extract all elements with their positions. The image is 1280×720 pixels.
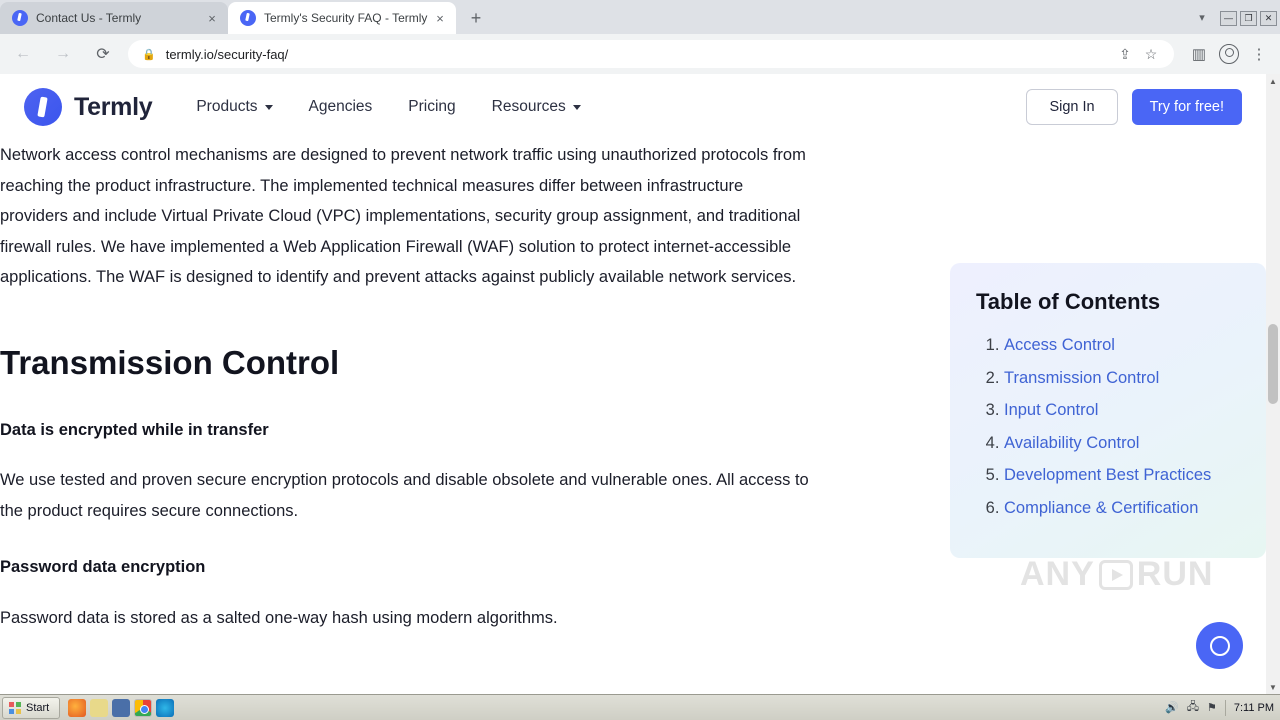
site-logo[interactable] — [24, 88, 152, 126]
forward-icon[interactable]: → — [55, 45, 71, 62]
nav-label: Agencies — [308, 98, 373, 115]
page-content — [0, 140, 1266, 694]
quick-launch-bar — [68, 699, 174, 717]
close-icon[interactable]: × — [208, 10, 216, 26]
share-icon[interactable]: ⇪ — [1119, 45, 1131, 62]
browser-toolbar — [0, 34, 1280, 74]
header-actions — [1026, 89, 1242, 125]
bookmark-star-icon[interactable]: ☆ — [1144, 45, 1158, 62]
watermark-right-text: RUN — [1136, 555, 1214, 593]
site-header — [0, 74, 1266, 140]
list-item[interactable] — [1004, 492, 1240, 525]
network-icon[interactable]: 🖧 — [1186, 701, 1199, 713]
volume-icon[interactable]: 🔊 — [1165, 702, 1179, 714]
window-controls — [1220, 9, 1280, 26]
termly-favicon-icon — [12, 10, 28, 26]
termly-favicon-icon — [240, 10, 256, 26]
page-scrollbar[interactable] — [1266, 74, 1280, 694]
omnibox-actions — [1112, 46, 1164, 63]
new-tab-button[interactable]: + — [470, 7, 482, 28]
taskbar-clock[interactable]: 7:11 PM — [1233, 701, 1274, 714]
windows-flag-icon — [9, 702, 21, 714]
tab-title: Termly's Security FAQ - Termly — [264, 11, 428, 25]
nav-label: Pricing — [408, 98, 456, 115]
media-player-icon[interactable] — [112, 699, 130, 717]
start-button[interactable] — [2, 697, 60, 719]
watermark-left-text: ANY — [1020, 555, 1095, 593]
chrome-icon[interactable] — [134, 699, 152, 717]
folder-icon[interactable] — [90, 699, 108, 717]
tab-title: Contact Us - Termly — [36, 11, 142, 25]
tray-divider — [1225, 700, 1226, 716]
minimize-button[interactable]: — — [1220, 11, 1237, 26]
anyrun-watermark — [1020, 555, 1213, 594]
close-icon[interactable]: × — [436, 10, 444, 26]
toolbar-right — [1184, 39, 1280, 69]
lock-icon: 🔒 — [142, 48, 156, 61]
browser-tab-1[interactable] — [0, 2, 228, 34]
start-label: Start — [26, 701, 50, 714]
nav-label: Products — [196, 98, 258, 115]
toc-link-transmission-control[interactable]: Transmission Control — [1004, 368, 1160, 387]
system-tray — [1165, 698, 1280, 717]
toc-list — [976, 329, 1240, 524]
chevron-down-icon — [265, 105, 273, 110]
firefox-icon[interactable] — [68, 699, 86, 717]
chat-widget-button[interactable] — [1196, 622, 1243, 669]
url-text: termly.io/security-faq/ — [165, 46, 289, 62]
paragraph-encryption-transfer: We use tested and proven secure encryption protocols and disable obsolete and vulnerable ones. All access to the product requires secure connections. — [0, 471, 809, 520]
list-item[interactable] — [1004, 459, 1240, 492]
scrollbar-thumb[interactable] — [1268, 324, 1278, 404]
flag-icon[interactable]: ⚑ — [1206, 702, 1217, 714]
toc-link-availability-control[interactable]: Availability Control — [1004, 433, 1140, 452]
nav-item-agencies[interactable] — [309, 98, 373, 116]
nav-item-products[interactable] — [196, 98, 272, 116]
logo-text: Termly — [74, 92, 153, 121]
chevron-down-icon — [573, 105, 581, 110]
restore-button[interactable]: ❐ — [1240, 11, 1257, 26]
list-item[interactable] — [1004, 362, 1240, 395]
scroll-down-icon[interactable]: ▼ — [1269, 682, 1277, 692]
browser-tabstrip — [0, 0, 1280, 34]
scroll-up-icon[interactable]: ▲ — [1269, 76, 1277, 86]
close-window-button[interactable]: ✕ — [1260, 11, 1277, 26]
list-item[interactable] — [1004, 329, 1240, 362]
table-of-contents — [950, 263, 1266, 558]
os-taskbar — [0, 694, 1280, 720]
list-item[interactable] — [1004, 427, 1240, 460]
try-for-free-button[interactable]: Try for free! — [1132, 89, 1242, 125]
toc-title: Table of Contents — [976, 289, 1161, 314]
address-bar[interactable] — [128, 40, 1174, 68]
nav-item-pricing[interactable] — [408, 98, 455, 116]
toc-link-input-control[interactable]: Input Control — [1004, 401, 1099, 419]
list-item[interactable] — [1004, 394, 1240, 427]
back-icon[interactable]: ← — [15, 45, 31, 62]
nav-item-resources[interactable] — [492, 98, 581, 116]
edge-icon[interactable] — [156, 699, 174, 717]
section-heading: Transmission Control — [0, 343, 340, 381]
article-body — [0, 140, 810, 647]
browser-tab-2[interactable] — [228, 2, 456, 34]
intro-paragraph: Network access control mechanisms are designed to prevent network traffic using unauthorized protocols from reaching the product infrastructure. The implemented technical measures differ between infrastructure providers and include Virtual Private Cloud (VPC) implementations, security group assignment, and traditional firewall rules. We have implemented a Web Application Firewall (WAF) solution to protect internet-accessible applications. The WAF is designed to identify and prevent attacks against publicly available network services. — [0, 146, 806, 286]
reload-icon[interactable]: ⟳ — [96, 46, 110, 63]
toc-link-compliance-certification[interactable]: Compliance & Certification — [1004, 498, 1199, 517]
termly-logo-icon — [24, 88, 62, 126]
profile-avatar-icon[interactable] — [1214, 39, 1244, 69]
paragraph-password-encryption: Password data is stored as a salted one-way hash using modern algorithms. — [0, 608, 558, 627]
toc-link-access-control[interactable]: Access Control — [1004, 336, 1115, 354]
side-panel-icon[interactable]: ▥ — [1191, 46, 1207, 63]
page-viewport — [0, 74, 1280, 694]
chevron-down-icon[interactable]: ▾ — [1199, 11, 1205, 24]
toc-link-development-best-practices[interactable]: Development Best Practices — [1004, 466, 1212, 484]
nav-label: Resources — [491, 98, 566, 115]
browser-menu-icon[interactable]: ⋮ — [1251, 46, 1267, 63]
play-icon — [1099, 560, 1133, 590]
subheading-password-encryption: Password data encryption — [0, 558, 206, 577]
sign-in-button[interactable]: Sign In — [1026, 89, 1117, 125]
site-nav — [196, 98, 616, 116]
tabstrip-right-controls — [1188, 0, 1280, 34]
subheading-encryption-transfer: Data is encrypted while in transfer — [0, 420, 269, 439]
